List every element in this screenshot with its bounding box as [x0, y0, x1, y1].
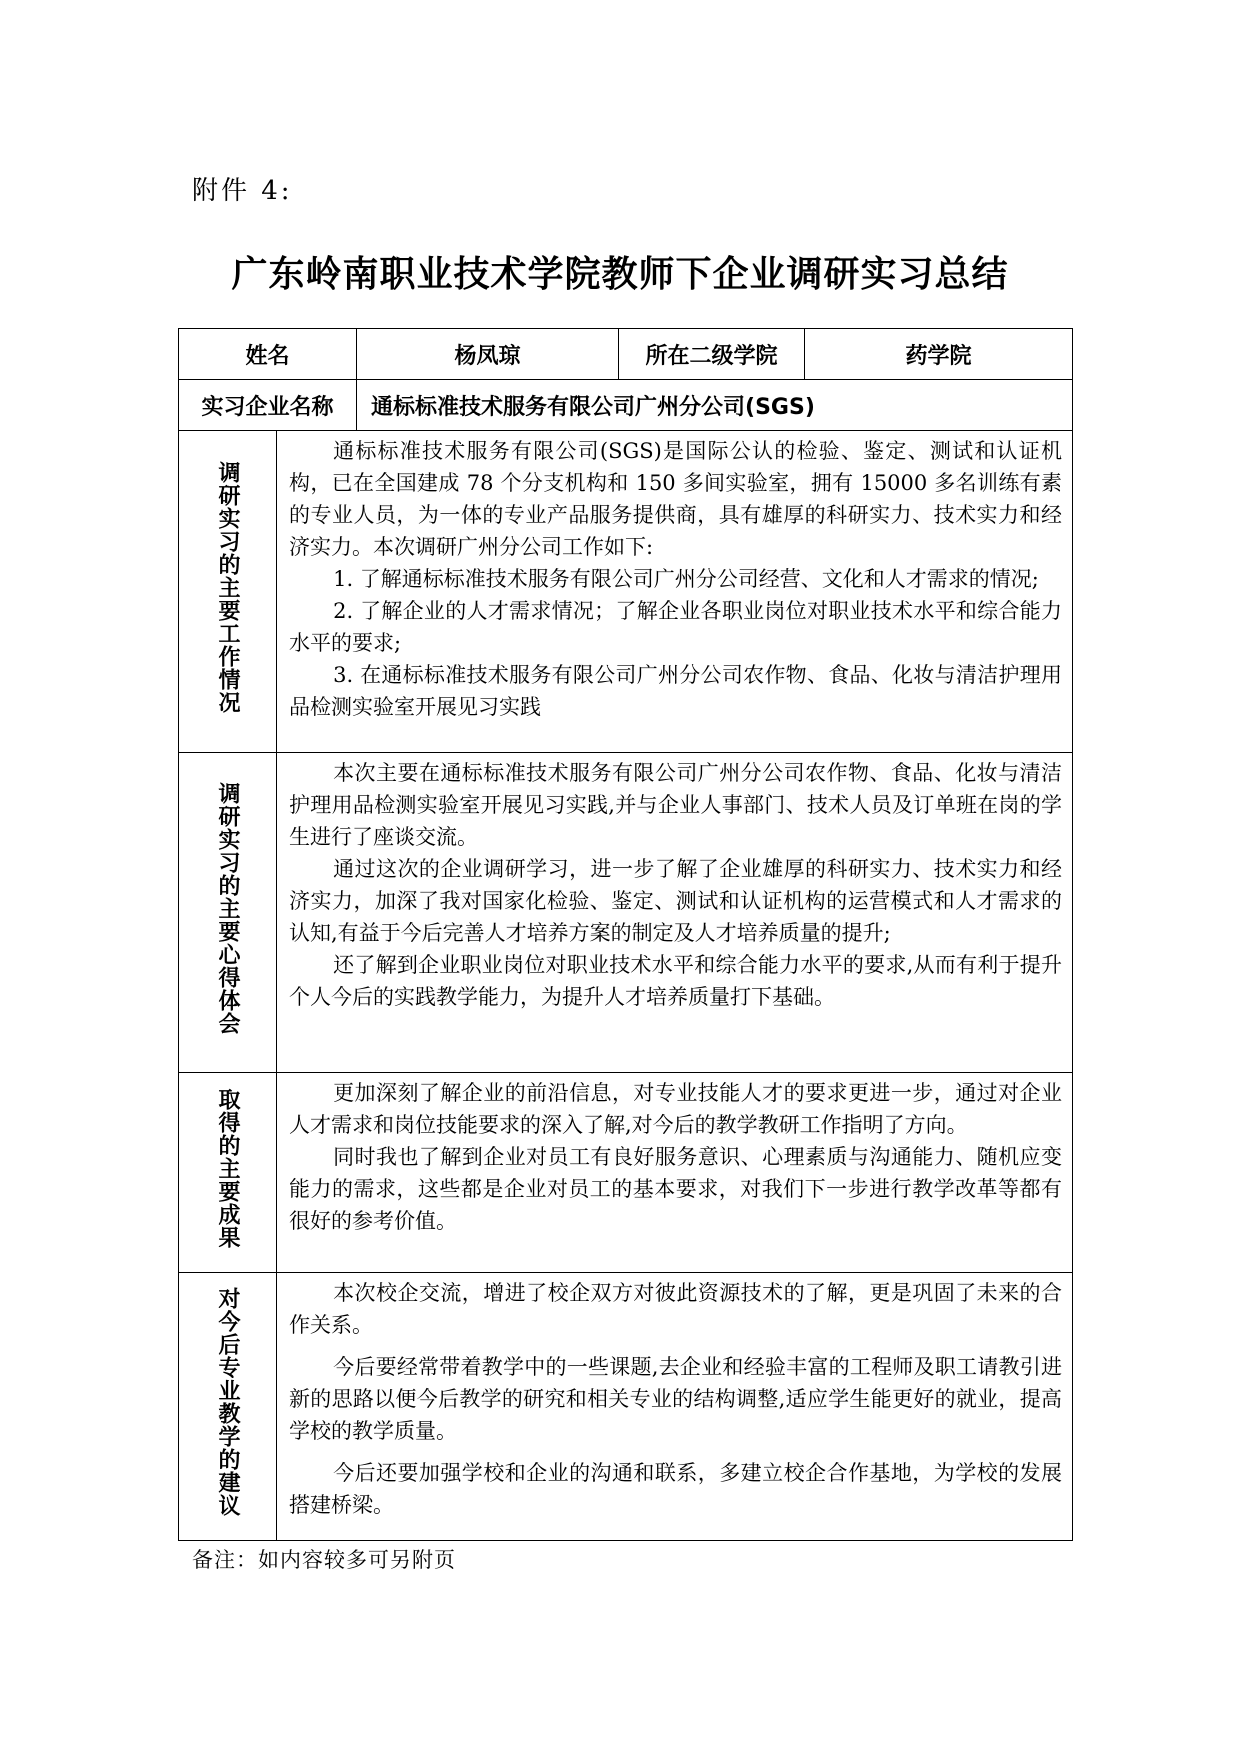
section-content-results — [277, 1073, 1073, 1273]
section-row-insights — [179, 753, 1073, 1073]
section-label-insights-text: 调研实习的主要心得体会 — [215, 781, 240, 1035]
section-content-suggestions — [277, 1273, 1073, 1541]
name-label: 姓名 — [179, 329, 357, 380]
page-title: 广东岭南职业技术学院教师下企业调研实习总结 — [231, 254, 1009, 295]
company-label: 实习企业名称 — [179, 380, 357, 431]
paragraph: 3. 在通标标准技术服务有限公司广州分公司农作物、食品、化妆与清洁护理用品检测实验室开展见习实践 — [289, 663, 1063, 719]
section-label-suggestions — [179, 1273, 277, 1541]
section-label-results — [179, 1073, 277, 1273]
info-row-company — [179, 380, 1073, 431]
section-content-insights — [277, 753, 1073, 1073]
paragraph: 还了解到企业职业岗位对职业技术水平和综合能力水平的要求,从而有利于提升个人今后的实践教学能力，为提升人才培养质量打下基础。 — [289, 953, 1063, 1009]
section-row-results — [179, 1073, 1073, 1273]
company-value: 通标标准技术服务有限公司广州分公司(SGS) — [357, 380, 1073, 431]
college-value: 药学院 — [805, 329, 1073, 380]
section-content-work — [277, 431, 1073, 753]
paragraph: 今后要经常带着教学中的一些课题,去企业和经验丰富的工程师及职工请教引进新的思路以便今后教学的研究和相关专业的结构调整,适应学生能更好的就业，提高学校的教学质量。 — [289, 1355, 1063, 1443]
section-label-results-text: 取得的主要成果 — [215, 1087, 240, 1249]
footnote: 备注：如内容较多可另附页 — [192, 1548, 456, 1572]
paragraph: 本次主要在通标标准技术服务有限公司广州分公司农作物、食品、化妆与清洁护理用品检测实验室开展见习实践,并与企业人事部门、技术人员及订单班在岗的学生进行了座谈交流。 — [289, 761, 1063, 849]
info-row-name — [179, 329, 1073, 380]
section-row-suggestions — [179, 1273, 1073, 1541]
section-label-insights — [179, 753, 277, 1073]
section-label-work-text: 调研实习的主要工作情况 — [215, 460, 240, 714]
attachment-label: 附件 4: — [192, 176, 293, 206]
summary-form-table — [178, 328, 1073, 1541]
paragraph: 通标标准技术服务有限公司(SGS)是国际公认的检验、鉴定、测试和认证机构，已在全国建成 78 个分支机构和 150 多间实验室，拥有 15000 多名训练有素的专业人员，为一体的专业产品服务提供商，具有雄厚的科研实力、技术实力和经济实力。本次调研广州分公司工作如下: — [289, 439, 1063, 559]
section-row-work — [179, 431, 1073, 753]
paragraph: 今后还要加强学校和企业的沟通和联系，多建立校企合作基地，为学校的发展搭建桥梁。 — [289, 1461, 1063, 1517]
section-label-work — [179, 431, 277, 753]
name-value: 杨凤琼 — [357, 329, 619, 380]
section-label-suggestions-text: 对今后专业教学的建议 — [215, 1287, 240, 1517]
paragraph: 通过这次的企业调研学习，进一步了解了企业雄厚的科研实力、技术实力和经济实力，加深了我对国家化检验、鉴定、测试和认证机构的运营模式和人才需求的认知,有益于今后完善人才培养方案的制定及人才培养质量的提升; — [289, 857, 1063, 945]
paragraph: 更加深刻了解企业的前沿信息，对专业技能人才的要求更进一步，通过对企业人才需求和岗位技能要求的深入了解,对今后的教学教研工作指明了方向。 — [289, 1081, 1063, 1137]
paragraph: 2. 了解企业的人才需求情况；了解企业各职业岗位对职业技术水平和综合能力水平的要求; — [289, 599, 1063, 655]
college-label: 所在二级学院 — [619, 329, 805, 380]
paragraph: 本次校企交流，增进了校企双方对彼此资源技术的了解，更是巩固了未来的合作关系。 — [289, 1281, 1063, 1337]
paragraph: 1. 了解通标标准技术服务有限公司广州分公司经营、文化和人才需求的情况; — [333, 567, 1039, 591]
paragraph: 同时我也了解到企业对员工有良好服务意识、心理素质与沟通能力、随机应变能力的需求，这些都是企业对员工的基本要求，对我们下一步进行教学改革等都有很好的参考价值。 — [289, 1145, 1063, 1233]
